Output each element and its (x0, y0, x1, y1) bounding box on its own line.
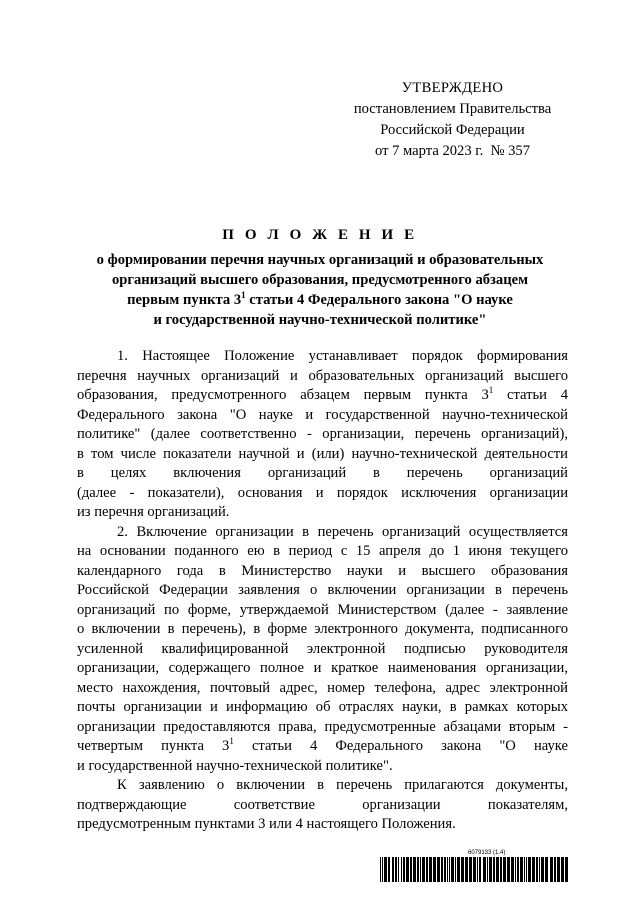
approval-line: Российской Федерации (380, 122, 525, 138)
subtitle-line: первым пункта $3^1$ статьи 4 Федерального закона "О науке (127, 290, 513, 308)
subtitle-line: организаций высшего образования, предусмотренного абзацем (111, 272, 529, 288)
barcode-code: 6079133 (1.4) (468, 850, 506, 856)
subtitle-line: о формировании перечня научных организаций и образовательных (96, 252, 544, 268)
subtitle-line: и государственной научно-технической политике" (153, 312, 487, 328)
approval-stamp (330, 78, 575, 162)
paragraph-1: 1. Настоящее Положение устанавливает порядок формирования перечня научных организаций и образовательных организаций высшего образования, предусмотренного абзацем первым пункта $3^1$ статьи 4 Федерального закона "О науке и государственной научно-технической политике" (далее соответственно - организации, перечень организаций), в том числе показатели научной и (или) научно-технической деятельности в целях включения организаций в перечень организаций (далее - показатели), основания и порядок исключения организации из перечня организаций. (77, 348, 568, 520)
paragraph-3: К заявлению о включении в перечень прилагаются документы, подтверждающие соответствие организации показателям, предусмотренным пунктами 3 или 4 настоящего Положения. (77, 777, 568, 832)
document-heading: П О Л О Ж Е Н И Е (222, 227, 418, 243)
barcode-image (380, 857, 569, 882)
paragraph-2: 2. Включение организации в перечень организаций осуществляется на основании поданного ею в период с 15 апреля до 1 июня текущего календарного года в Министерство науки и высшего образования Российской Федерации заявления о включении организации в перечень организаций по форме, утверждаемой Министерством (далее - заявление о включении в перечень), в форме электронного документа, подписанного усиленной квалифицированной электронной подписью руководителя организации, содержащего полное и краткое наименования организации, место нахождения, почтовый адрес, номер телефона, адрес электронной почты организации и информацию об отраслях науки, в рамках которых организации предоставляются права, предусмотренные абзацами вторым - четвертым пункта $3^1$ статьи 4 Федерального закона "О науке и государственной научно-технической политике". (77, 523, 568, 774)
approval-title: УТВЕРЖДЕНО (401, 80, 504, 96)
approval-date: от 7 марта 2023 г. № 357 (374, 143, 531, 159)
document-subtitle (70, 250, 570, 330)
approval-line: постановлением Правительства (353, 101, 552, 117)
document-body (77, 347, 568, 835)
